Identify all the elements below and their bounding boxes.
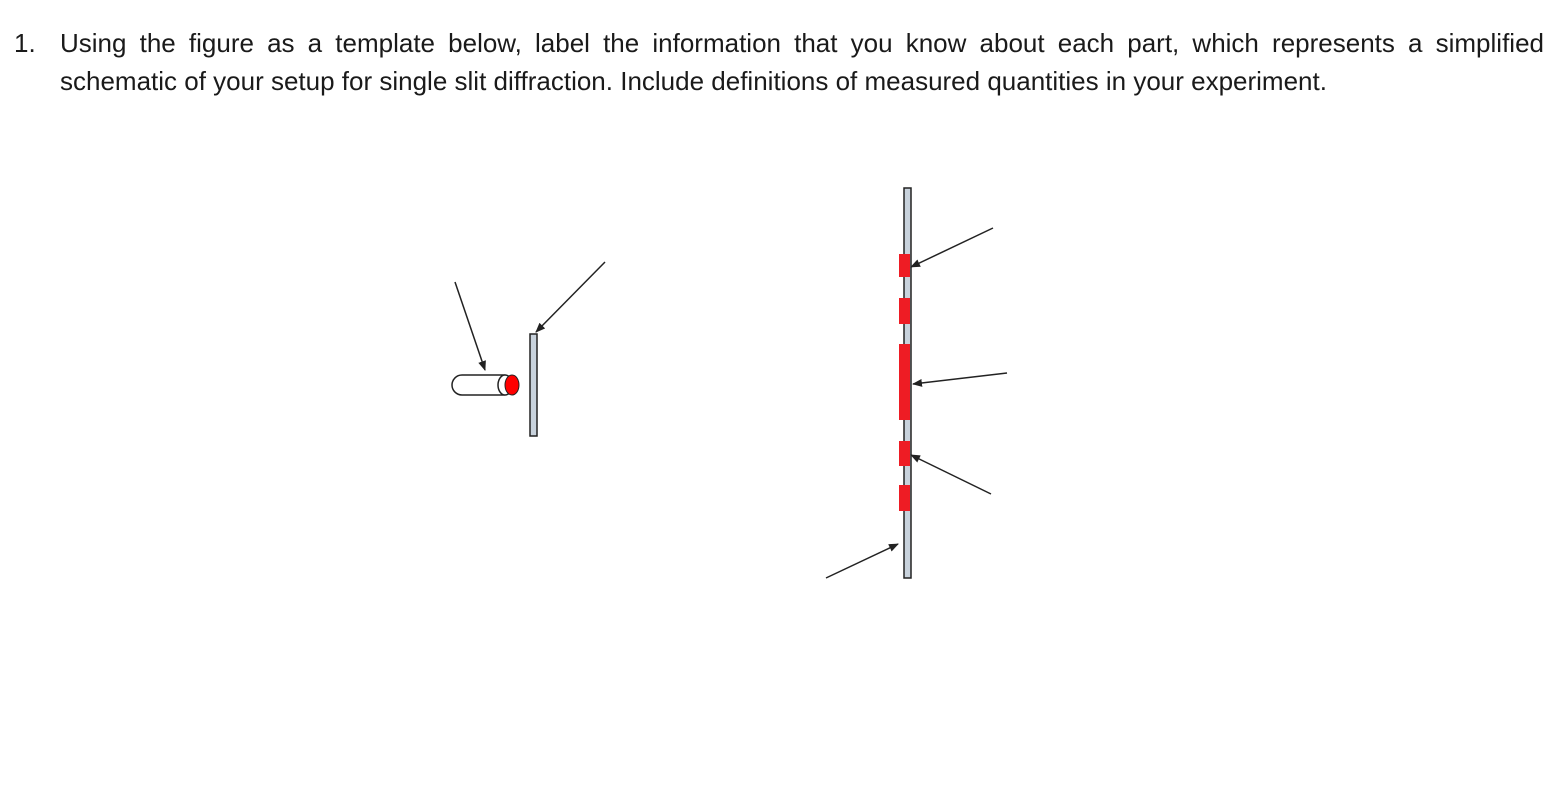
screen-icon (899, 188, 911, 578)
slit-plate-icon (530, 334, 537, 436)
laser-icon (452, 375, 519, 395)
fringe-bright-4 (899, 485, 910, 511)
fringe-bright-3 (899, 441, 910, 466)
fringe-bright-1 (899, 254, 910, 277)
question-text: Using the figure as a template below, label the information that you know about each part, which represents a simplified schematic of your setup for single slit diffraction. Include definitions of measured quantities in your experiment. (60, 28, 1544, 96)
fringe-bright-2 (899, 298, 910, 324)
arrow-icon (911, 455, 991, 494)
arrow-icon (455, 282, 485, 370)
arrow-icon (913, 373, 1007, 384)
fringe-central-max (899, 344, 910, 420)
laser-dot (505, 375, 519, 395)
question-number: 1. (14, 28, 36, 58)
arrow-icon (536, 262, 605, 332)
arrow-icon (826, 544, 898, 578)
arrow-icon (911, 228, 993, 267)
